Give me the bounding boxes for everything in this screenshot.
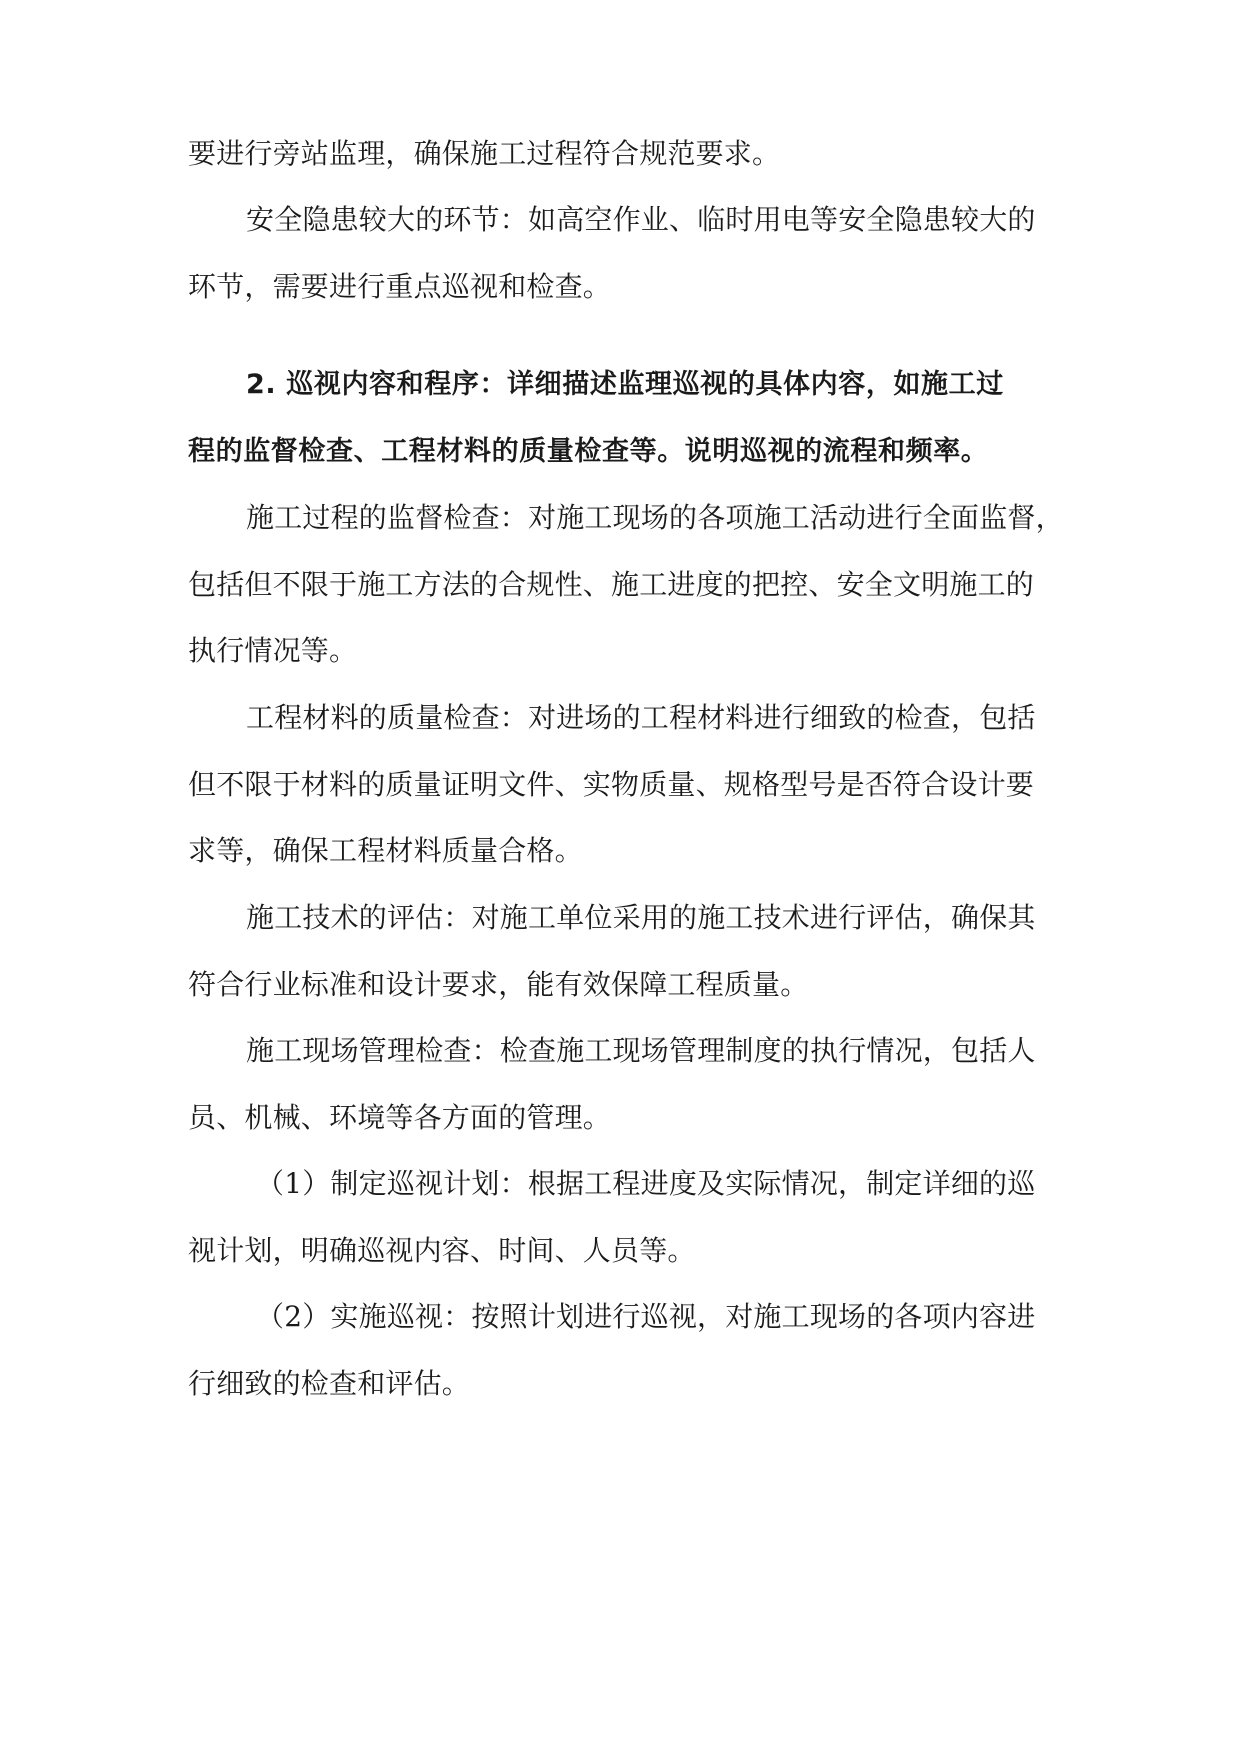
paragraph-line: 施工过程的监督检查：对施工现场的各项施工活动进行全面监督， — [246, 501, 1064, 534]
paragraph-line: 要进行旁站监理，确保施工过程符合规范要求。 — [188, 137, 781, 170]
paragraph-line: （1）制定巡视计划：根据工程进度及实际情况，制定详细的巡 — [256, 1167, 1036, 1200]
paragraph-line: 施工技术的评估：对施工单位采用的施工技术进行评估，确保其 — [246, 901, 1036, 934]
paragraph-line: 员、机械、环境等各方面的管理。 — [188, 1101, 612, 1134]
paragraph-line: 安全隐患较大的环节：如高空作业、临时用电等安全隐患较大的 — [246, 203, 1036, 236]
paragraph-line: 执行情况等。 — [188, 634, 358, 667]
paragraph-line: 工程材料的质量检查：对进场的工程材料进行细致的检查，包括 — [246, 701, 1036, 734]
section-heading-line: 程的监督检查、工程材料的质量检查等。说明巡视的流程和频率。 — [188, 436, 989, 467]
paragraph-line: （2）实施巡视：按照计划进行巡视，对施工现场的各项内容进 — [256, 1300, 1036, 1333]
paragraph-line: 视计划，明确巡视内容、时间、人员等。 — [188, 1234, 696, 1267]
paragraph-line: 包括但不限于施工方法的合规性、施工进度的把控、安全文明施工的 — [188, 568, 1035, 601]
paragraph-line: 求等，确保工程材料质量合格。 — [188, 834, 583, 867]
paragraph-line: 符合行业标准和设计要求，能有效保障工程质量。 — [188, 968, 809, 1001]
paragraph-line: 但不限于材料的质量证明文件、实物质量、规格型号是否符合设计要 — [188, 768, 1035, 801]
section-heading-line: 2. 巡视内容和程序：详细描述监理巡视的具体内容，如施工过 — [246, 369, 1004, 400]
paragraph-line: 行细致的检查和评估。 — [188, 1367, 471, 1400]
paragraph-line: 环节，需要进行重点巡视和检查。 — [188, 270, 612, 303]
paragraph-line: 施工现场管理检查：检查施工现场管理制度的执行情况，包括人 — [246, 1034, 1036, 1067]
